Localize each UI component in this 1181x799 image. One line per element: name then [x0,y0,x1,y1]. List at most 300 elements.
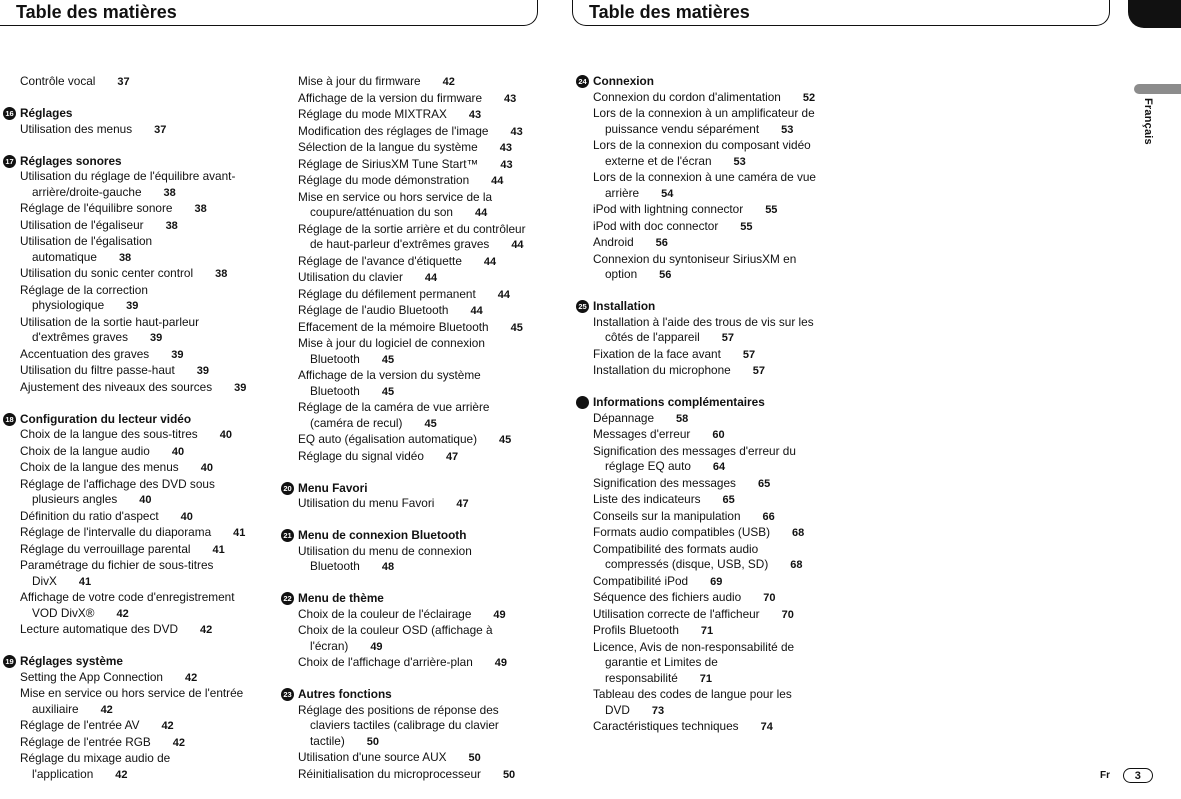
page-ref: 49 [493,608,506,621]
entry-text: Conseils sur la manipulation 66 [593,508,775,523]
toc-entry[interactable] [298,750,538,767]
entry-text: Modification des réglages de l'image 43 [298,123,523,138]
entry-text: Caractéristiques techniques 74 [593,719,773,733]
entry-text: Utilisation du sonic center control 38 [20,266,228,280]
toc-entry[interactable] [20,283,270,315]
page-ref: 53 [733,155,746,168]
entry-text: Choix de la langue audio 40 [20,443,185,458]
entry-text: claviers tactiles (calibrage du clavier [310,718,499,732]
chapter-number-badge: 20 [281,482,294,495]
page-title: Table des matières [589,2,750,22]
toc-entry[interactable] [593,315,838,347]
entry-text: Réglage du mode démonstration 44 [298,173,504,187]
page-ref: 48 [381,561,395,573]
toc-entry[interactable] [298,140,538,157]
entry-text: Réglage de l'audio Bluetooth 44 [298,303,483,317]
header-right [572,0,1110,26]
page-ref: 39 [126,300,139,312]
toc-entry[interactable] [593,90,838,107]
toc-entry[interactable] [20,718,270,735]
toc-column-2 [283,74,538,799]
page-ref: 60 [712,429,725,441]
page-ref: 44 [491,175,504,187]
entry-text: Setting the App Connection 42 [20,669,198,684]
toc-entry[interactable] [593,202,838,219]
entry-text: Connexion du syntoniseur SiriusXM en [593,251,797,266]
toc-entry[interactable] [298,74,538,91]
entry-text: Fixation de la face avant 57 [593,346,756,361]
entry-text: automatique 38 [32,249,132,264]
section-title-text: Réglages sonores [20,153,122,168]
page-ref: 43 [499,142,512,154]
toc-entry[interactable] [593,252,838,284]
entry-text: iPod with doc connector 55 [593,218,753,233]
chapter-number-badge: 18 [3,413,16,426]
toc-entry[interactable] [298,655,538,672]
toc-entry[interactable] [593,590,838,607]
entry-text: Choix de la langue des menus 40 [20,460,213,474]
page-ref: 37 [117,76,130,88]
page-ref: 58 [676,412,689,425]
entry-text: Réglage de l'intervalle du diaporama 41 [20,525,246,539]
entry-text: Réglage de l'équilibre sonore 38 [20,201,207,215]
toc-entry[interactable] [298,222,538,254]
toc-entry[interactable] [298,270,538,287]
toc-entry[interactable] [593,574,838,591]
toc-entry[interactable] [298,368,538,400]
toc-entry[interactable] [298,400,538,432]
section-title [5,411,270,428]
entry-text: Compatibilité des formats audio [593,541,759,556]
toc-entry[interactable] [20,347,270,364]
page-ref: 49 [370,640,383,653]
toc-entry[interactable] [20,477,270,509]
toc-entry[interactable] [593,106,838,138]
page-number: 3 [1123,768,1153,783]
section-title [5,654,270,670]
entry-text: Mise à jour du logiciel de connexion [298,336,485,350]
entry-text: arrière 54 [605,185,674,200]
section-title [578,74,838,90]
section-title-text: Installation [593,299,656,313]
entry-text: Compatibilité iPod 69 [593,573,723,588]
toc-entry[interactable] [20,427,270,444]
page-ref: 40 [171,445,185,458]
toc-entry[interactable] [20,218,270,235]
entry-text: Contrôle vocal 37 [20,74,130,88]
page-ref: 39 [196,365,209,377]
entry-text: Installation à l'aide des trous de vis sur les [593,314,814,329]
toc-entry[interactable] [593,542,838,574]
entry-text: Affichage de votre code d'enregistrement [20,590,235,604]
page-ref: 43 [504,92,517,105]
entry-text: physiologique 39 [32,298,139,312]
entry-text: Réglage du signal vidéo 47 [298,448,459,463]
toc-entry[interactable] [298,91,538,108]
toc-section [283,591,538,672]
page-ref: 44 [511,239,524,251]
page-ref: 40 [180,510,193,523]
toc-entry[interactable] [298,703,538,751]
toc-entry[interactable] [593,138,838,170]
section-title [283,687,538,703]
entry-text: Bluetooth 45 [310,351,395,366]
page-ref: 42 [115,768,128,781]
page-ref: 53 [781,123,794,136]
page-ref: 42 [161,720,174,732]
page-ref: 42 [172,736,186,749]
toc-entry[interactable] [298,124,538,141]
entry-text: Tableau des codes de langue pour les [593,687,792,701]
page-ref: 50 [502,768,516,781]
entry-text: Réglage du défilement permanent 44 [298,286,510,301]
page-ref: 43 [468,109,482,121]
chapter-number-badge: 16 [3,107,16,120]
section-title-text: Connexion [593,74,654,88]
entry-text: Utilisation du réglage de l'équilibre avant- [20,169,236,183]
entry-text: Réglage du verrouillage parental 41 [20,541,225,556]
page-ref: 70 [763,592,776,604]
entry-text: Liste des indicateurs 65 [593,492,735,506]
entry-text: coupure/atténuation du son 44 [310,205,488,219]
entry-text: Utilisation de l'égalisation [20,234,153,248]
entry-text: Réglage de l'affichage des DVD sous [20,476,215,491]
toc-entry[interactable] [20,74,270,91]
entry-text: d'extrêmes graves 39 [32,330,163,344]
page-ref: 44 [497,288,510,301]
entry-text: puissance vendu séparément 53 [605,121,794,136]
toc-entry[interactable] [20,542,270,559]
section-title [5,153,270,170]
toc-entry[interactable] [593,444,838,476]
page-ref: 66 [762,510,775,523]
toc-entry[interactable] [298,449,538,466]
entry-text: Utilisation du clavier 44 [298,270,438,284]
toc-entry[interactable] [298,607,538,624]
entry-text: Affichage de la version du système [298,368,481,382]
entry-text: garantie et Limites de [605,655,718,669]
page-ref: 44 [475,207,488,219]
section-title-text: Autres fonctions [298,687,392,701]
entry-text: Réinitialisation du microprocesseur 50 [298,766,516,781]
entry-text: Effacement de la mémoire Bluetooth 45 [298,319,523,334]
page-ref: 55 [740,220,753,233]
entry-text: Choix de l'affichage d'arrière-plan 49 [298,655,508,669]
page-ref: 45 [381,385,395,398]
entry-text: Profils Bluetooth 71 [593,623,714,637]
page-ref: 45 [381,353,395,366]
toc-entry[interactable] [298,623,538,655]
page-ref: 44 [424,272,438,284]
page-ref: 71 [699,672,713,685]
toc-entry[interactable] [20,234,270,266]
toc-section [298,74,538,465]
entry-text: Messages d'erreur 60 [593,427,725,441]
entry-text: EQ auto (égalisation automatique) 45 [298,432,512,446]
page-ref: 55 [765,204,778,216]
toc-entry[interactable] [298,432,538,449]
toc-entry[interactable] [298,190,538,222]
entry-text: Réglage du mode MIXTRAX 43 [298,107,482,121]
toc-section [5,106,270,138]
entry-text: Utilisation du menu Favori 47 [298,496,469,510]
toc-entry[interactable] [20,751,270,783]
toc-entry[interactable] [298,336,538,368]
toc-entry[interactable] [593,347,838,364]
entry-text: Bluetooth 45 [310,383,395,398]
language-label: Français [1142,98,1154,145]
toc-entry[interactable] [298,320,538,337]
section-title-text: Configuration du lecteur vidéo [20,411,192,426]
toc-entry[interactable] [298,767,538,784]
entry-text: DivX 41 [32,573,92,588]
page-ref: 73 [651,704,665,717]
page-ref: 38 [215,268,228,280]
section-dot-icon [576,396,589,409]
page-ref: 65 [722,494,735,506]
page-ref: 39 [234,381,247,394]
toc-column-3 [578,74,838,751]
language-tab [1134,84,1181,94]
toc-entry[interactable] [298,254,538,271]
toc-entry[interactable] [593,363,838,380]
page-ref: 42 [116,607,129,620]
entry-text: option 56 [605,267,672,281]
section-title-text: Réglages [20,106,73,120]
page-ref: 44 [483,255,497,268]
entry-text: Séquence des fichiers audio 70 [593,590,776,604]
entry-text: Réglage du mixage audio de [20,751,171,765]
entry-text: Réglage des positions de réponse des [298,702,499,717]
toc-entry[interactable] [20,380,270,397]
entry-text: Ajustement des niveaux des sources 39 [20,379,247,394]
chapter-number-badge: 22 [281,592,294,605]
toc-entry[interactable] [593,427,838,444]
page-ref: 45 [424,417,437,430]
entry-text: auxiliaire 42 [32,701,113,716]
toc-entry[interactable] [298,157,538,174]
entry-text: externe et de l'écran 53 [605,153,746,168]
toc-section [578,74,838,284]
entry-text: Signification des messages d'erreur du [593,443,796,458]
section-title-text: Informations complémentaires [593,395,765,409]
entry-text: l'écran) 49 [310,638,383,653]
toc-entry[interactable] [20,201,270,218]
page-ref: 38 [118,251,132,264]
entry-text: Lors de la connexion à une caméra de vue [593,170,816,184]
toc-entry[interactable] [20,363,270,380]
page-ref: 39 [150,332,163,344]
section-title [283,591,538,607]
entry-text: Lecture automatique des DVD 42 [20,622,213,636]
chapter-number-badge: 17 [3,155,16,168]
page-ref: 40 [200,462,213,474]
chapter-number-badge: 23 [281,688,294,701]
page-ref: 50 [468,752,481,764]
toc-section [283,687,538,783]
toc-section [5,411,270,639]
toc-entry[interactable] [298,287,538,304]
toc-entry[interactable] [20,122,270,139]
page-ref: 39 [171,348,184,361]
page-ref: 74 [760,721,773,733]
section-title-text: Réglages système [20,654,123,668]
page-ref: 70 [781,608,794,621]
page-ref: 47 [445,450,459,463]
entry-text: Utilisation de l'égaliseur 38 [20,217,178,232]
page-ref: 54 [661,187,674,200]
page-ref: 71 [700,625,714,637]
header-left [0,0,538,26]
entry-text: réglage EQ auto 64 [605,459,726,473]
toc-entry[interactable] [593,687,838,719]
toc-entry[interactable] [593,476,838,493]
entry-text: DVD 73 [605,702,665,717]
page-ref: 41 [78,575,92,588]
entry-text: Lors de la connexion du composant vidéo [593,138,811,152]
page-ref: 42 [184,671,198,684]
chapter-number-badge: 24 [576,75,589,88]
page-footer [1100,768,1153,784]
section-title-text: Menu Favori [298,480,368,495]
page-ref: 43 [510,125,523,138]
entry-text: Utilisation des menus 37 [20,121,167,136]
entry-text: Formats audio compatibles (USB) 68 [593,525,805,539]
toc-section [283,528,538,576]
page-ref: 38 [165,219,178,232]
page-ref: 68 [792,527,805,539]
page-ref: 68 [790,559,803,571]
section-title [283,528,538,544]
toc-entry[interactable] [20,686,270,718]
toc-section [578,299,838,380]
page-ref: 38 [194,203,207,215]
entry-text: Utilisation d'une source AUX 50 [298,750,481,764]
section-title [578,299,838,315]
page-ref: 43 [500,158,513,171]
entry-text: Accentuation des graves 39 [20,346,184,361]
page-ref: 49 [494,657,508,669]
entry-text: plusieurs angles 40 [32,492,152,506]
toc-entry[interactable] [593,219,838,236]
page-ref: 38 [163,186,176,199]
page-ref: 45 [499,434,512,446]
page-ref: 42 [100,703,113,716]
entry-text: Installation du microphone 57 [593,363,765,377]
entry-text: Réglage de l'entrée RGB 42 [20,734,186,749]
entry-text: Réglage de l'avance d'étiquette 44 [298,253,497,268]
entry-text: Connexion du cordon d'alimentation 52 [593,89,816,104]
toc-entry[interactable] [298,496,538,513]
toc-entry[interactable] [593,235,838,252]
entry-text: côtés de l'appareil 57 [605,330,734,344]
page-ref: 45 [510,321,523,334]
toc-entry[interactable] [20,460,270,477]
section-title [283,480,538,497]
section-title-text: Menu de connexion Bluetooth [298,528,467,542]
chapter-number-badge: 21 [281,529,294,542]
entry-text: tactile) 50 [310,733,379,748]
toc-entry[interactable] [593,607,838,624]
toc-entry[interactable] [20,670,270,687]
entry-text: Réglage de la caméra de vue arrière [298,400,490,414]
entry-text: Mise à jour du firmware 42 [298,74,455,88]
entry-text: Réglage de SiriusXM Tune Start™ 43 [298,156,513,171]
toc-entry[interactable] [298,303,538,320]
toc-entry[interactable] [593,509,838,526]
page-ref: 69 [710,575,723,588]
entry-text: Réglage de la sortie arrière et du contrôleur [298,221,526,236]
entry-text: Paramétrage du fichier de sous-titres [20,558,214,572]
toc-section [5,654,270,783]
entry-text: de haut-parleur d'extrêmes graves 44 [310,237,524,251]
entry-text: Choix de la couleur de l'éclairage 49 [298,606,506,621]
entry-text: Lors de la connexion à un amplificateur de [593,106,815,120]
toc-section [20,74,270,91]
entry-text: Mise en service ou hors service de l'entrée [20,686,244,700]
toc-entry[interactable] [593,719,838,736]
entry-text: Réglage de la correction [20,282,148,297]
entry-text: compressés (disque, USB, SD) 68 [605,557,803,571]
toc-entry[interactable] [20,525,270,542]
entry-text: responsabilité 71 [605,670,713,685]
page-ref: 40 [139,494,152,506]
page-ref: 37 [154,123,167,136]
toc-entry[interactable] [593,640,838,688]
page-ref: 41 [233,527,246,539]
toc-entry[interactable] [20,509,270,526]
footer-language: Fr [1100,770,1110,781]
page-ref: 56 [659,269,672,281]
page-ref: 64 [712,461,726,473]
toc-entry[interactable] [20,558,270,590]
toc-entry[interactable] [593,492,838,509]
toc-entry[interactable] [20,735,270,752]
page-ref: 42 [200,624,213,636]
toc-entry[interactable] [20,266,270,283]
toc-entry[interactable] [298,107,538,124]
chapter-number-badge: 25 [576,300,589,313]
toc-entry[interactable] [298,173,538,190]
toc-section [283,480,538,513]
toc-entry[interactable] [20,590,270,622]
entry-text: Dépannage 58 [593,410,689,425]
entry-text: l'application 42 [32,766,128,781]
section-title-text: Menu de thème [298,591,384,605]
entry-text: Licence, Avis de non-responsabilité de [593,639,795,654]
entry-text: Utilisation du menu de connexion [298,543,472,558]
toc-entry[interactable] [20,315,270,347]
toc-entry[interactable] [298,544,538,576]
toc-entry[interactable] [20,169,270,201]
toc-entry[interactable] [593,170,838,202]
page-title: Table des matières [16,2,177,22]
entry-text: Affichage de la version du firmware 43 [298,90,517,105]
section-title [5,106,270,122]
toc-entry[interactable] [20,622,270,639]
entry-text: Utilisation du filtre passe-haut 39 [20,363,209,377]
entry-text: Utilisation correcte de l'afficheur 70 [593,606,794,621]
toc-entry[interactable] [20,444,270,461]
toc-entry[interactable] [593,411,838,428]
toc-column-1 [5,74,270,799]
entry-text: (caméra de recul) 45 [310,415,437,430]
entry-text: Choix de la langue des sous-titres 40 [20,427,232,441]
chapter-number-badge: 19 [3,655,16,668]
toc-entry[interactable] [593,623,838,640]
toc-entry[interactable] [593,525,838,542]
page-ref: 41 [212,543,225,556]
